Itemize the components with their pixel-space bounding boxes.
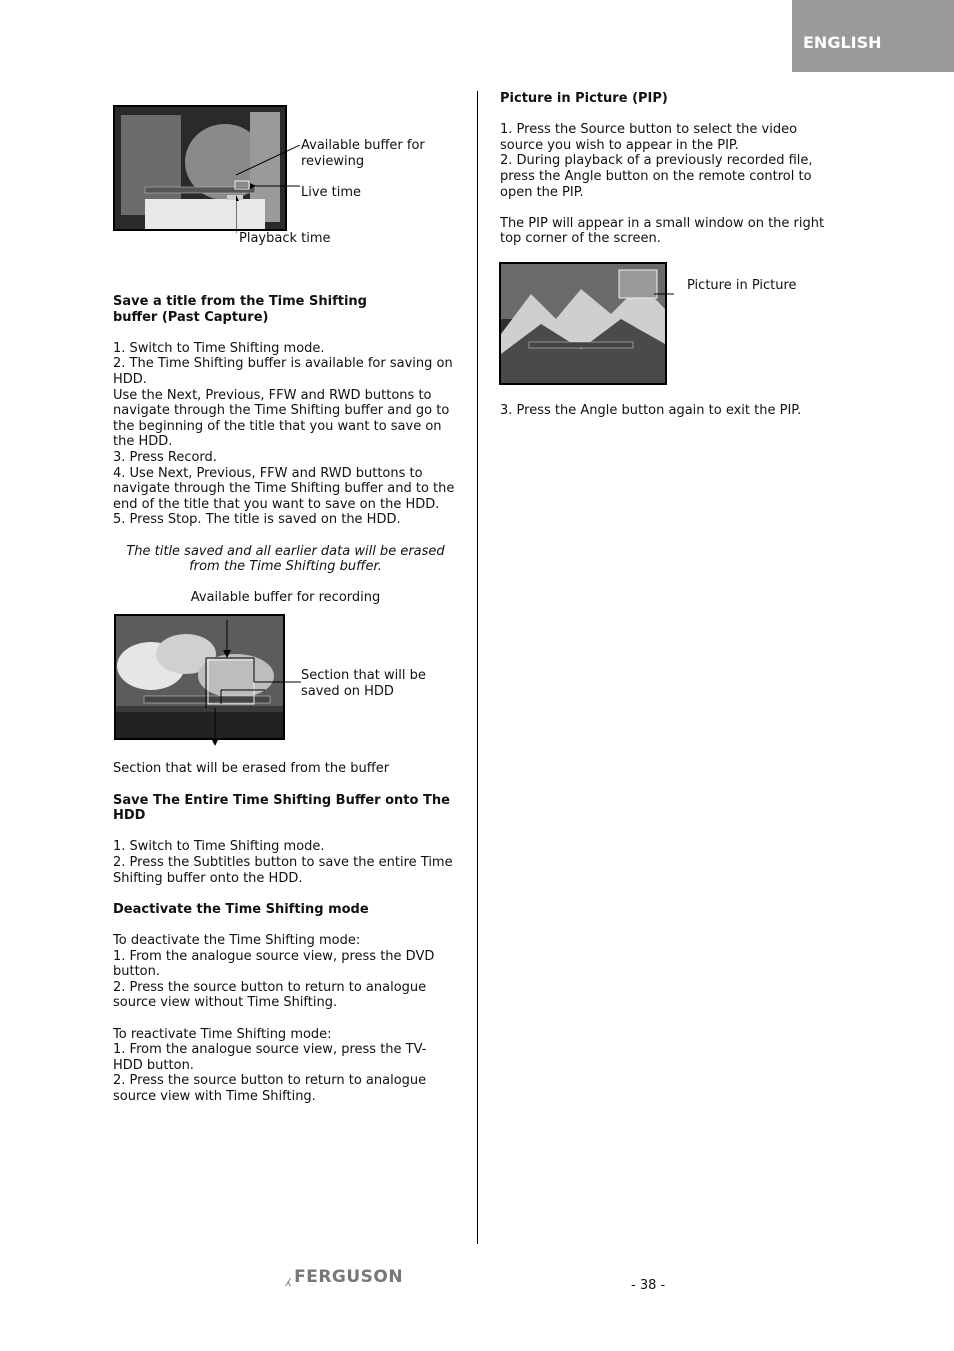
figure1-label-playback: Playback time — [239, 231, 331, 246]
pip-figure-label: Picture in Picture — [687, 278, 797, 293]
figure1-label-buffer: Available buffer for reviewing — [301, 138, 425, 169]
past-capture-heading: Save a title from the Time Shifting buffer (Past Capture) — [113, 294, 367, 325]
section-lower-left — [113, 761, 458, 1104]
reactivate-step: 2. Press the source button to return to analogue source view with Time Shifting. — [113, 1073, 427, 1104]
ferguson-logo-text: FERGUSON — [294, 1267, 404, 1287]
past-capture-step: 4. Use Next, Previous, FFW and RWD buttons to navigate through the Time Shifting buffer and to the end of the title that you want to save on the HDD. — [113, 465, 455, 512]
entire-buffer-step: 1. Switch to Time Shifting mode. — [113, 839, 325, 855]
pip-photo — [499, 262, 667, 385]
figure2-label-saved: Section that will be saved on HDD — [301, 668, 426, 699]
past-capture-step: 5. Press Stop. The title is saved on the HDD. — [113, 512, 401, 528]
figure1-label-live: Live time — [301, 185, 362, 200]
pip-pointer-line — [654, 293, 674, 295]
figure1-arrows — [236, 145, 300, 235]
past-capture-step: 1. Switch to Time Shifting mode. — [113, 340, 325, 356]
language-tab-label: ENGLISH — [803, 33, 882, 52]
past-capture-step: Use the Next, Previous, FFW and RWD buttons to navigate through the Time Shifting buffer and go to the beginning of the title that you want to save on the HDD. — [113, 387, 450, 450]
figure1-pointer-lines — [236, 145, 300, 235]
past-capture-note: The title saved and all earlier data will be erased from the Time Shifting buffer. — [126, 543, 445, 575]
figure2-label-erased: Section that will be erased from the buffer — [113, 761, 390, 776]
deactivate-heading: Deactivate the Time Shifting mode — [113, 901, 369, 917]
deactivate-step: 1. From the analogue source view, press the DVD button. — [113, 948, 435, 980]
page-number: - 38 - — [631, 1278, 666, 1293]
section-past-capture — [113, 294, 458, 606]
past-capture-step: 2. The Time Shifting buffer is available for saving on HDD. — [113, 356, 453, 387]
reactivate-intro: To reactivate Time Shifting mode: — [113, 1026, 332, 1042]
ferguson-logo — [286, 1267, 404, 1287]
figure2-arrows — [205, 620, 301, 750]
pip-step: 1. Press the Source button to select the video source you wish to appear in the PIP. — [500, 122, 798, 153]
pip-heading: Picture in Picture (PIP) — [500, 91, 668, 106]
past-capture-step: 3. Press Record. — [113, 449, 217, 465]
entire-buffer-step: 2. Press the Subtitles button to save the entire Time Shifting buffer onto the HDD. — [113, 854, 453, 886]
figure2-pointer-lines — [205, 620, 301, 750]
entire-buffer-heading: Save The Entire Time Shifting Buffer onto The HDD — [113, 792, 450, 824]
pip-note: The PIP will appear in a small window on the right top corner of the screen. — [500, 215, 825, 247]
reactivate-step: 1. From the analogue source view, press the TV-HDD button. — [113, 1042, 427, 1073]
pip-pointer — [654, 284, 674, 286]
pip-step: 2. During playback of a previously recorded file, press the Angle button on the remote control to open the PIP. — [500, 153, 813, 200]
deactivate-intro: To deactivate the Time Shifting mode: — [113, 932, 361, 948]
figure2-label-recording: Available buffer for recording — [190, 590, 381, 606]
column-divider — [477, 91, 478, 1244]
pip-step3: 3. Press the Angle button again to exit the PIP. — [500, 403, 802, 418]
ferguson-logo-icon: ⁁ — [286, 1267, 293, 1287]
deactivate-step: 2. Press the source button to return to analogue source view without Time Shifting. — [113, 979, 427, 1011]
pip-illustration — [501, 264, 665, 383]
language-tab — [792, 0, 954, 72]
section-pip — [500, 91, 830, 247]
